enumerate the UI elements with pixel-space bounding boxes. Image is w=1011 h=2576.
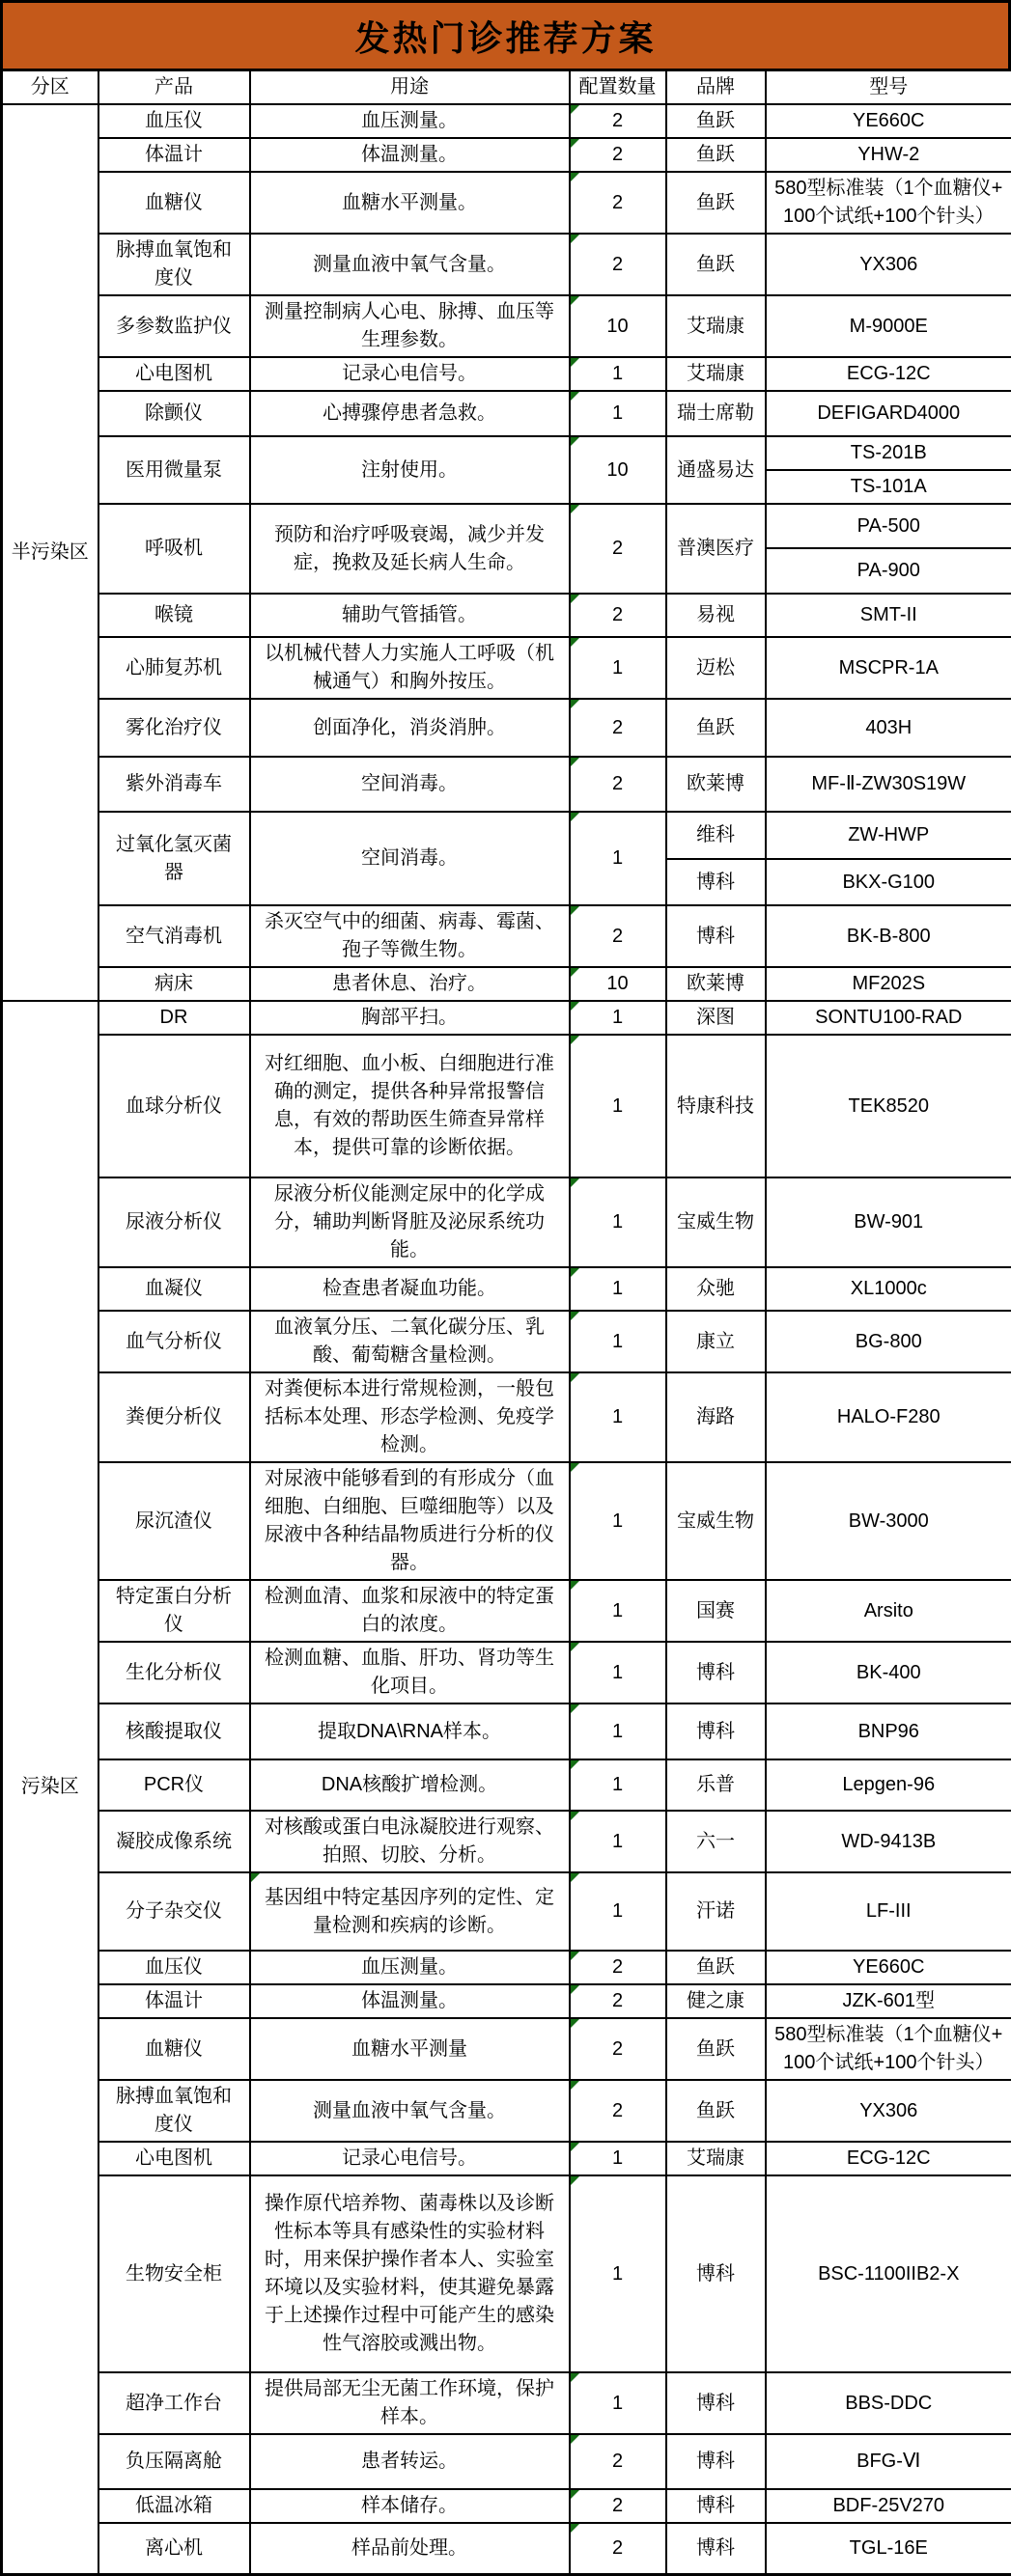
product-cell[interactable]: 分子杂交仪 (98, 1872, 250, 1951)
error-indicator-icon (571, 1268, 579, 1277)
brand-cell[interactable]: 迈松 (666, 637, 766, 699)
use-cell[interactable]: 检测血糖、血脂、肝功、肾功等生化项目。 (250, 1642, 570, 1703)
use-cell[interactable]: 血压测量。 (250, 104, 570, 138)
model-cell[interactable]: JZK-601型 (766, 1984, 1011, 2018)
brand-cell[interactable]: 鱼跃 (666, 2080, 766, 2142)
brand-cell[interactable]: 乐普 (666, 1759, 766, 1811)
error-indicator-icon (571, 1760, 579, 1769)
product-cell[interactable]: 血凝仪 (98, 1267, 250, 1311)
brand-cell[interactable]: 博科 (666, 1703, 766, 1759)
table-row (2, 234, 1011, 295)
table-row (2, 2489, 1011, 2523)
table-row (2, 391, 1011, 436)
product-cell[interactable]: 核酸提取仪 (98, 1703, 250, 1759)
product-cell[interactable]: 呼吸机 (98, 504, 250, 594)
error-indicator-icon (571, 1643, 579, 1651)
model-cell[interactable]: MSCPR-1A (766, 637, 1011, 699)
quantity-cell[interactable]: 2 (570, 138, 666, 172)
use-cell[interactable]: 血糖水平测量 (250, 2018, 570, 2080)
quantity-cell[interactable]: 2 (570, 2434, 666, 2489)
product-cell[interactable]: 空气消毒机 (98, 905, 250, 967)
table-row (2, 1372, 1011, 1462)
model-cell[interactable]: YX306 (766, 2080, 1011, 2142)
product-cell[interactable]: 尿液分析仪 (98, 1177, 250, 1267)
model-cell[interactable]: 403H (766, 699, 1011, 757)
product-cell[interactable]: 医用微量泵 (98, 436, 250, 504)
product-cell[interactable]: 血压仪 (98, 1951, 250, 1984)
product-cell[interactable]: 多参数监护仪 (98, 295, 250, 357)
product-cell[interactable]: 心电图机 (98, 2142, 250, 2175)
quantity-cell[interactable]: 2 (570, 2080, 666, 2142)
product-cell[interactable]: 脉搏血氧饱和度仪 (98, 2080, 250, 2142)
table-row (2, 1311, 1011, 1372)
model-cell[interactable]: ECG-12C (766, 357, 1011, 391)
model-cell[interactable]: BNP96 (766, 1703, 1011, 1759)
model-cell[interactable]: YHW-2 (766, 138, 1011, 172)
error-indicator-icon (571, 505, 579, 513)
page-title: 发热门诊推荐方案 (0, 0, 1011, 71)
brand-cell[interactable]: 易视 (666, 594, 766, 637)
model-cell[interactable]: BW-3000 (766, 1462, 1011, 1580)
quantity-cell[interactable]: 1 (570, 1759, 666, 1811)
use-cell[interactable]: 血液氧分压、二氧化碳分压、乳酸、葡萄糖含量检测。 (250, 1311, 570, 1372)
model-cell[interactable]: YE660C (766, 104, 1011, 138)
quantity-cell[interactable]: 1 (570, 357, 666, 391)
model-cell[interactable]: BDF-25V270 (766, 2489, 1011, 2523)
product-cell[interactable]: DR (98, 1001, 250, 1035)
table-row (2, 905, 1011, 967)
use-cell[interactable]: 样本储存。 (250, 2489, 570, 2523)
table-row (2, 2080, 1011, 2142)
table-row (2, 1759, 1011, 1811)
brand-cell[interactable]: 博科 (666, 859, 766, 905)
quantity-cell[interactable]: 2 (570, 234, 666, 295)
error-indicator-icon (571, 139, 579, 148)
table-row (2, 757, 1011, 812)
product-cell[interactable]: 心肺复苏机 (98, 637, 250, 699)
use-cell[interactable]: 注射使用。 (250, 436, 570, 504)
error-indicator-icon (571, 700, 579, 708)
model-cell[interactable]: PA-500 (766, 504, 1011, 548)
error-indicator-icon (571, 392, 579, 401)
quantity-cell[interactable]: 2 (570, 2489, 666, 2523)
use-cell[interactable]: 以机械代替人力实施人工呼吸（机械通气）和胸外按压。 (250, 637, 570, 699)
error-indicator-icon (571, 1463, 579, 1472)
use-cell[interactable]: 对尿液中能够看到的有形成分（血细胞、白细胞、巨噬细胞等）以及尿液中各种结晶物质进行分析的仪器。 (250, 1462, 570, 1580)
use-cell[interactable]: 操作原代培养物、菌毒株以及诊断性标本等具有感染性的实验材料时，用来保护操作者本人、实验室环境以及实验材料，使其避免暴露于上述操作过程中可能产生的感染性气溶胶或溅出物。 (250, 2175, 570, 2372)
use-cell[interactable]: 测量血液中氧气含量。 (250, 234, 570, 295)
table-row (2, 594, 1011, 637)
brand-cell[interactable]: 博科 (666, 2175, 766, 2372)
table-row (2, 138, 1011, 172)
table-row (2, 1642, 1011, 1703)
brand-cell[interactable]: 瑞士席勒 (666, 391, 766, 436)
product-cell[interactable]: 离心机 (98, 2523, 250, 2574)
brand-cell[interactable]: 博科 (666, 2372, 766, 2434)
error-indicator-icon (571, 1036, 579, 1044)
use-cell[interactable]: 测量血液中氧气含量。 (250, 2080, 570, 2142)
use-cell[interactable]: 对核酸或蛋白电泳凝胶进行观察、拍照、切胶、分析。 (250, 1811, 570, 1872)
quantity-cell[interactable]: 2 (570, 1951, 666, 1984)
brand-cell[interactable]: 宝威生物 (666, 1462, 766, 1580)
use-cell[interactable]: 体温测量。 (250, 1984, 570, 2018)
product-cell[interactable]: 血糖仪 (98, 172, 250, 234)
use-cell[interactable]: 样品前处理。 (250, 2523, 570, 2574)
error-indicator-icon (571, 758, 579, 766)
brand-cell[interactable]: 博科 (666, 1642, 766, 1703)
table-row (2, 2523, 1011, 2574)
product-cell[interactable]: 病床 (98, 967, 250, 1001)
use-cell[interactable]: 空间消毒。 (250, 757, 570, 812)
quantity-cell[interactable]: 2 (570, 905, 666, 967)
error-indicator-icon (251, 1873, 260, 1882)
use-cell[interactable]: 测量控制病人心电、脉搏、血压等生理参数。 (250, 295, 570, 357)
model-cell[interactable]: HALO-F280 (766, 1372, 1011, 1462)
error-indicator-icon (571, 2143, 579, 2151)
error-indicator-icon (571, 173, 579, 181)
product-cell[interactable]: 体温计 (98, 138, 250, 172)
use-cell[interactable]: 提取DNA\RNA样本。 (250, 1703, 570, 1759)
table-row (2, 1703, 1011, 1759)
quantity-cell[interactable]: 2 (570, 2018, 666, 2080)
model-cell[interactable]: YX306 (766, 234, 1011, 295)
model-cell[interactable]: BK-400 (766, 1642, 1011, 1703)
table-row (2, 2142, 1011, 2175)
model-cell[interactable]: TGL-16E (766, 2523, 1011, 2574)
brand-cell[interactable]: 艾瑞康 (666, 295, 766, 357)
brand-cell[interactable]: 艾瑞康 (666, 2142, 766, 2175)
quantity-cell[interactable]: 1 (570, 1580, 666, 1642)
product-cell[interactable]: 生物安全柜 (98, 2175, 250, 2372)
product-cell[interactable]: 心电图机 (98, 357, 250, 391)
quantity-cell[interactable]: 10 (570, 967, 666, 1001)
product-cell[interactable]: PCR仪 (98, 1759, 250, 1811)
brand-cell[interactable]: 欧莱博 (666, 967, 766, 1001)
quantity-cell[interactable]: 1 (570, 1703, 666, 1759)
table-row (2, 1951, 1011, 1984)
quantity-cell[interactable]: 1 (570, 1177, 666, 1267)
quantity-cell[interactable]: 1 (570, 1035, 666, 1177)
use-cell[interactable]: DNA核酸扩增检测。 (250, 1759, 570, 1811)
error-indicator-icon (571, 1581, 579, 1590)
quantity-cell[interactable]: 1 (570, 2372, 666, 2434)
product-cell[interactable]: 血球分析仪 (98, 1035, 250, 1177)
table-row (2, 172, 1011, 234)
use-cell[interactable]: 尿液分析仪能测定尿中的化学成分，辅助判断肾脏及泌尿系统功能。 (250, 1177, 570, 1267)
error-indicator-icon (571, 1312, 579, 1320)
model-cell[interactable]: XL1000c (766, 1267, 1011, 1311)
use-cell[interactable]: 血压测量。 (250, 1951, 570, 1984)
error-indicator-icon (571, 1985, 579, 1994)
model-cell[interactable]: BFG-Ⅵ (766, 2434, 1011, 2489)
model-cell[interactable]: BK-B-800 (766, 905, 1011, 967)
use-cell[interactable]: 对红细胞、血小板、白细胞进行准确的测定，提供各种异常报警信息，有效的帮助医生筛查异常样本，提供可靠的诊断依据。 (250, 1035, 570, 1177)
error-indicator-icon (571, 2019, 579, 2028)
brand-cell[interactable]: 六一 (666, 1811, 766, 1872)
recommendation-table (0, 69, 1011, 2576)
product-cell[interactable]: 血糖仪 (98, 2018, 250, 2080)
model-cell[interactable]: ECG-12C (766, 2142, 1011, 2175)
header-row (2, 70, 1011, 105)
product-cell[interactable]: 脉搏血氧饱和度仪 (98, 234, 250, 295)
quantity-cell[interactable]: 10 (570, 295, 666, 357)
model-cell[interactable]: 580型标准装（1个血糖仪+100个试纸+100个针头） (766, 2018, 1011, 2080)
table-row (2, 357, 1011, 391)
quantity-cell[interactable]: 1 (570, 2142, 666, 2175)
product-cell[interactable]: 喉镜 (98, 594, 250, 637)
quantity-cell[interactable]: 2 (570, 1984, 666, 2018)
error-indicator-icon (571, 1812, 579, 1820)
model-cell[interactable]: PA-900 (766, 548, 1011, 594)
model-cell[interactable]: M-9000E (766, 295, 1011, 357)
quantity-cell[interactable]: 1 (570, 637, 666, 699)
model-cell[interactable]: BBS-DDC (766, 2372, 1011, 2434)
table-row (2, 699, 1011, 757)
product-cell[interactable]: 紫外消毒车 (98, 757, 250, 812)
table-row (2, 2175, 1011, 2372)
brand-cell[interactable]: 鱼跃 (666, 234, 766, 295)
product-cell[interactable]: 雾化治疗仪 (98, 699, 250, 757)
use-cell[interactable]: 记录心电信号。 (250, 357, 570, 391)
col-header-quantity[interactable]: 配置数量 (570, 70, 666, 105)
table-row (2, 637, 1011, 699)
model-cell[interactable]: WD-9413B (766, 1811, 1011, 1872)
product-cell[interactable]: 血压仪 (98, 104, 250, 138)
use-cell[interactable]: 提供局部无尘无菌工作环境，保护样本。 (250, 2372, 570, 2434)
table-row (2, 436, 1011, 470)
use-cell[interactable]: 辅助气管插管。 (250, 594, 570, 637)
quantity-cell[interactable]: 1 (570, 1462, 666, 1580)
col-header-model[interactable]: 型号 (766, 70, 1011, 105)
quantity-cell[interactable]: 1 (570, 812, 666, 905)
product-cell[interactable]: 除颤仪 (98, 391, 250, 436)
brand-cell[interactable]: 特康科技 (666, 1035, 766, 1177)
error-indicator-icon (571, 2524, 579, 2533)
table-row (2, 1001, 1011, 1035)
use-cell[interactable]: 基因组中特定基因序列的定性、定量检测和疾病的诊断。 (250, 1872, 570, 1951)
table-row (2, 1580, 1011, 1642)
brand-cell[interactable]: 通盛易达 (666, 436, 766, 504)
quantity-cell[interactable]: 2 (570, 594, 666, 637)
table-row (2, 2434, 1011, 2489)
model-cell[interactable]: MF-Ⅱ-ZW30S19W (766, 757, 1011, 812)
model-cell[interactable]: YE660C (766, 1951, 1011, 1984)
model-cell[interactable]: TEK8520 (766, 1035, 1011, 1177)
error-indicator-icon (571, 296, 579, 305)
product-cell[interactable]: 低温冰箱 (98, 2489, 250, 2523)
error-indicator-icon (571, 1704, 579, 1713)
brand-cell[interactable]: 鱼跃 (666, 1951, 766, 1984)
product-cell[interactable]: 超净工作台 (98, 2372, 250, 2434)
error-indicator-icon (571, 2373, 579, 2382)
use-cell[interactable]: 检测血清、血浆和尿液中的特定蛋白的浓度。 (250, 1580, 570, 1642)
table-row (2, 967, 1011, 1001)
use-cell[interactable]: 患者转运。 (250, 2434, 570, 2489)
quantity-cell[interactable]: 2 (570, 172, 666, 234)
use-cell[interactable]: 空间消毒。 (250, 812, 570, 905)
table-row (2, 812, 1011, 859)
brand-cell[interactable]: 欧莱博 (666, 757, 766, 812)
table-row (2, 1984, 1011, 2018)
brand-cell[interactable]: 博科 (666, 2523, 766, 2574)
error-indicator-icon (571, 968, 579, 977)
use-cell[interactable]: 检查患者凝血功能。 (250, 1267, 570, 1311)
quantity-cell[interactable]: 2 (570, 504, 666, 594)
brand-cell[interactable]: 鱼跃 (666, 172, 766, 234)
quantity-cell[interactable]: 1 (570, 1267, 666, 1311)
use-cell[interactable]: 胸部平扫。 (250, 1001, 570, 1035)
product-cell[interactable]: 尿沉渣仪 (98, 1462, 250, 1580)
error-indicator-icon (571, 2490, 579, 2499)
brand-cell[interactable]: 鱼跃 (666, 2018, 766, 2080)
quantity-cell[interactable]: 1 (570, 2175, 666, 2372)
use-cell[interactable]: 血糖水平测量。 (250, 172, 570, 234)
error-indicator-icon (571, 1002, 579, 1011)
table-row (2, 104, 1011, 138)
brand-cell[interactable]: 普澳医疗 (666, 504, 766, 594)
product-cell[interactable]: 体温计 (98, 1984, 250, 2018)
model-cell[interactable]: ZW-HWP (766, 812, 1011, 859)
error-indicator-icon (571, 2435, 579, 2444)
model-cell[interactable]: MF202S (766, 967, 1011, 1001)
brand-cell[interactable]: 博科 (666, 905, 766, 967)
table-row (2, 1177, 1011, 1267)
error-indicator-icon (571, 813, 579, 821)
error-indicator-icon (571, 358, 579, 367)
brand-cell[interactable]: 汗诺 (666, 1872, 766, 1951)
product-cell[interactable]: 血气分析仪 (98, 1311, 250, 1372)
use-cell[interactable]: 对粪便标本进行常规检测，一般包括标本处理、形态学检测、免疫学检测。 (250, 1372, 570, 1462)
model-cell[interactable]: SONTU100-RAD (766, 1001, 1011, 1035)
error-indicator-icon (571, 235, 579, 243)
zone-cell[interactable]: 半污染区 (2, 104, 98, 1001)
error-indicator-icon (571, 906, 579, 915)
error-indicator-icon (571, 638, 579, 647)
model-cell[interactable]: SMT-II (766, 594, 1011, 637)
error-indicator-icon (571, 437, 579, 446)
quantity-cell[interactable]: 1 (570, 391, 666, 436)
use-cell[interactable]: 患者休息、治疗。 (250, 967, 570, 1001)
table-row (2, 2018, 1011, 2080)
product-cell[interactable]: 过氧化氢灭菌器 (98, 812, 250, 905)
use-cell[interactable]: 体温测量。 (250, 138, 570, 172)
table-row (2, 504, 1011, 548)
use-cell[interactable]: 心搏骤停患者急救。 (250, 391, 570, 436)
table-row (2, 1462, 1011, 1580)
model-cell[interactable]: TS-101A (766, 470, 1011, 504)
model-cell[interactable]: BG-800 (766, 1311, 1011, 1372)
brand-cell[interactable]: 鱼跃 (666, 104, 766, 138)
model-cell[interactable]: TS-201B (766, 436, 1011, 470)
brand-cell[interactable]: 众驰 (666, 1267, 766, 1311)
table-row (2, 1872, 1011, 1951)
model-cell[interactable]: BW-901 (766, 1177, 1011, 1267)
table-row (2, 2372, 1011, 2434)
error-indicator-icon (571, 595, 579, 603)
quantity-cell[interactable]: 1 (570, 1642, 666, 1703)
quantity-cell[interactable]: 1 (570, 1311, 666, 1372)
error-indicator-icon (571, 1373, 579, 1382)
use-cell[interactable]: 预防和治疗呼吸衰竭，减少并发症，挽救及延长病人生命。 (250, 504, 570, 594)
product-cell[interactable]: 特定蛋白分析仪 (98, 1580, 250, 1642)
table-row (2, 1811, 1011, 1872)
brand-cell[interactable]: 海路 (666, 1372, 766, 1462)
brand-cell[interactable]: 鱼跃 (666, 138, 766, 172)
brand-cell[interactable]: 艾瑞康 (666, 357, 766, 391)
brand-cell[interactable]: 深图 (666, 1001, 766, 1035)
error-indicator-icon (571, 2176, 579, 2185)
table-row (2, 1267, 1011, 1311)
table-row (2, 295, 1011, 357)
brand-cell[interactable]: 健之康 (666, 1984, 766, 2018)
col-header-product[interactable]: 产品 (98, 70, 250, 105)
model-cell[interactable]: DEFIGARD4000 (766, 391, 1011, 436)
use-cell[interactable]: 创面净化，消炎消肿。 (250, 699, 570, 757)
model-cell[interactable]: Arsito (766, 1580, 1011, 1642)
quantity-cell[interactable]: 1 (570, 1811, 666, 1872)
error-indicator-icon (571, 2081, 579, 2090)
brand-cell[interactable]: 康立 (666, 1311, 766, 1372)
quantity-cell[interactable]: 2 (570, 2523, 666, 2574)
model-cell[interactable]: 580型标准装（1个血糖仪+100个试纸+100个针头） (766, 172, 1011, 234)
col-header-brand[interactable]: 品牌 (666, 70, 766, 105)
zone-cell[interactable]: 污染区 (2, 1001, 98, 2574)
model-cell[interactable]: BKX-G100 (766, 859, 1011, 905)
brand-cell[interactable]: 维科 (666, 812, 766, 859)
model-cell[interactable]: BSC-1100IIB2-X (766, 2175, 1011, 2372)
product-cell[interactable]: 生化分析仪 (98, 1642, 250, 1703)
table-row (2, 1035, 1011, 1177)
quantity-cell[interactable]: 2 (570, 699, 666, 757)
quantity-cell[interactable]: 1 (570, 1001, 666, 1035)
product-cell[interactable]: 凝胶成像系统 (98, 1811, 250, 1872)
col-header-zone[interactable]: 分区 (2, 70, 98, 105)
quantity-cell[interactable]: 2 (570, 104, 666, 138)
quantity-cell[interactable]: 1 (570, 1372, 666, 1462)
use-cell[interactable]: 杀灭空气中的细菌、病毒、霉菌、孢子等微生物。 (250, 905, 570, 967)
brand-cell[interactable]: 宝威生物 (666, 1177, 766, 1267)
col-header-use[interactable]: 用途 (250, 70, 570, 105)
model-cell[interactable]: LF-III (766, 1872, 1011, 1951)
use-cell[interactable]: 记录心电信号。 (250, 2142, 570, 2175)
brand-cell[interactable]: 国赛 (666, 1580, 766, 1642)
error-indicator-icon (571, 1873, 579, 1882)
product-cell[interactable]: 负压隔离舱 (98, 2434, 250, 2489)
error-indicator-icon (571, 1178, 579, 1187)
product-cell[interactable]: 粪便分析仪 (98, 1372, 250, 1462)
model-cell[interactable]: Lepgen-96 (766, 1759, 1011, 1811)
error-indicator-icon (571, 1952, 579, 1960)
brand-cell[interactable]: 博科 (666, 2489, 766, 2523)
brand-cell[interactable]: 博科 (666, 2434, 766, 2489)
brand-cell[interactable]: 鱼跃 (666, 699, 766, 757)
error-indicator-icon (571, 105, 579, 114)
quantity-cell[interactable]: 2 (570, 757, 666, 812)
quantity-cell[interactable]: 1 (570, 1872, 666, 1951)
quantity-cell[interactable]: 10 (570, 436, 666, 504)
